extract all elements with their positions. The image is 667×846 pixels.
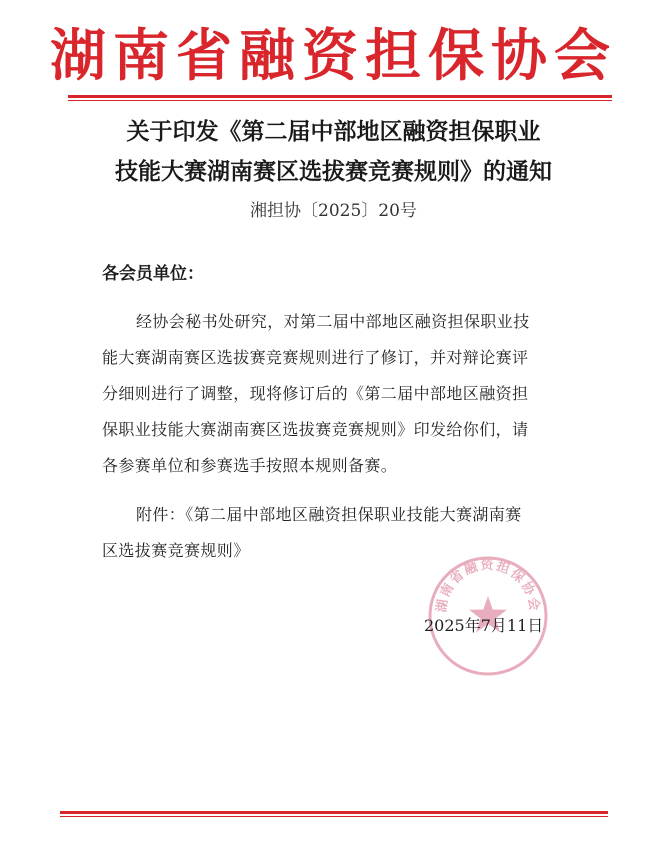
header-red-rule [68,95,612,98]
footer-red-rule-thin [60,816,608,817]
attachment-line: 附件：《第二届中部地区融资担保职业技能大赛湖南赛 [136,505,522,524]
notice-title-line-1: 关于印发《第二届中部地区融资担保职业 [126,118,541,145]
footer-red-rule [60,811,608,814]
salutation: 各会员单位： [102,264,204,284]
body-line: 经协会秘书处研究，对第二届中部地区融资担保职业技 [136,312,530,331]
svg-text:湖南省融资担保协会: 湖南省融资担保协会 [434,558,542,614]
issue-date: 2025年7月11日 [424,616,544,635]
notice-title-line-2: 技能大赛湖南赛区选拔赛竞赛规则》的通知 [115,158,552,185]
body-line: 能大赛湖南赛区选拔赛竞赛规则进行了修订，并对辩论赛评 [102,348,529,367]
body-line: 保职业技能大赛湖南赛区选拔赛竞赛规则》印发给你们，请 [102,420,529,439]
body-line: 分细则进行了调整，现将修订后的《第二届中部地区融资担 [102,384,529,403]
body-line: 各参赛单位和参赛选手按照本规则备赛。 [102,456,398,475]
document-number: 湘担协〔2025〕20号 [250,201,417,221]
attachment-line: 区选拔赛竞赛规则》 [102,541,250,560]
masthead-org-name: 湖南省融资担保协会 [50,24,617,89]
header-red-rule-thin [68,100,612,101]
